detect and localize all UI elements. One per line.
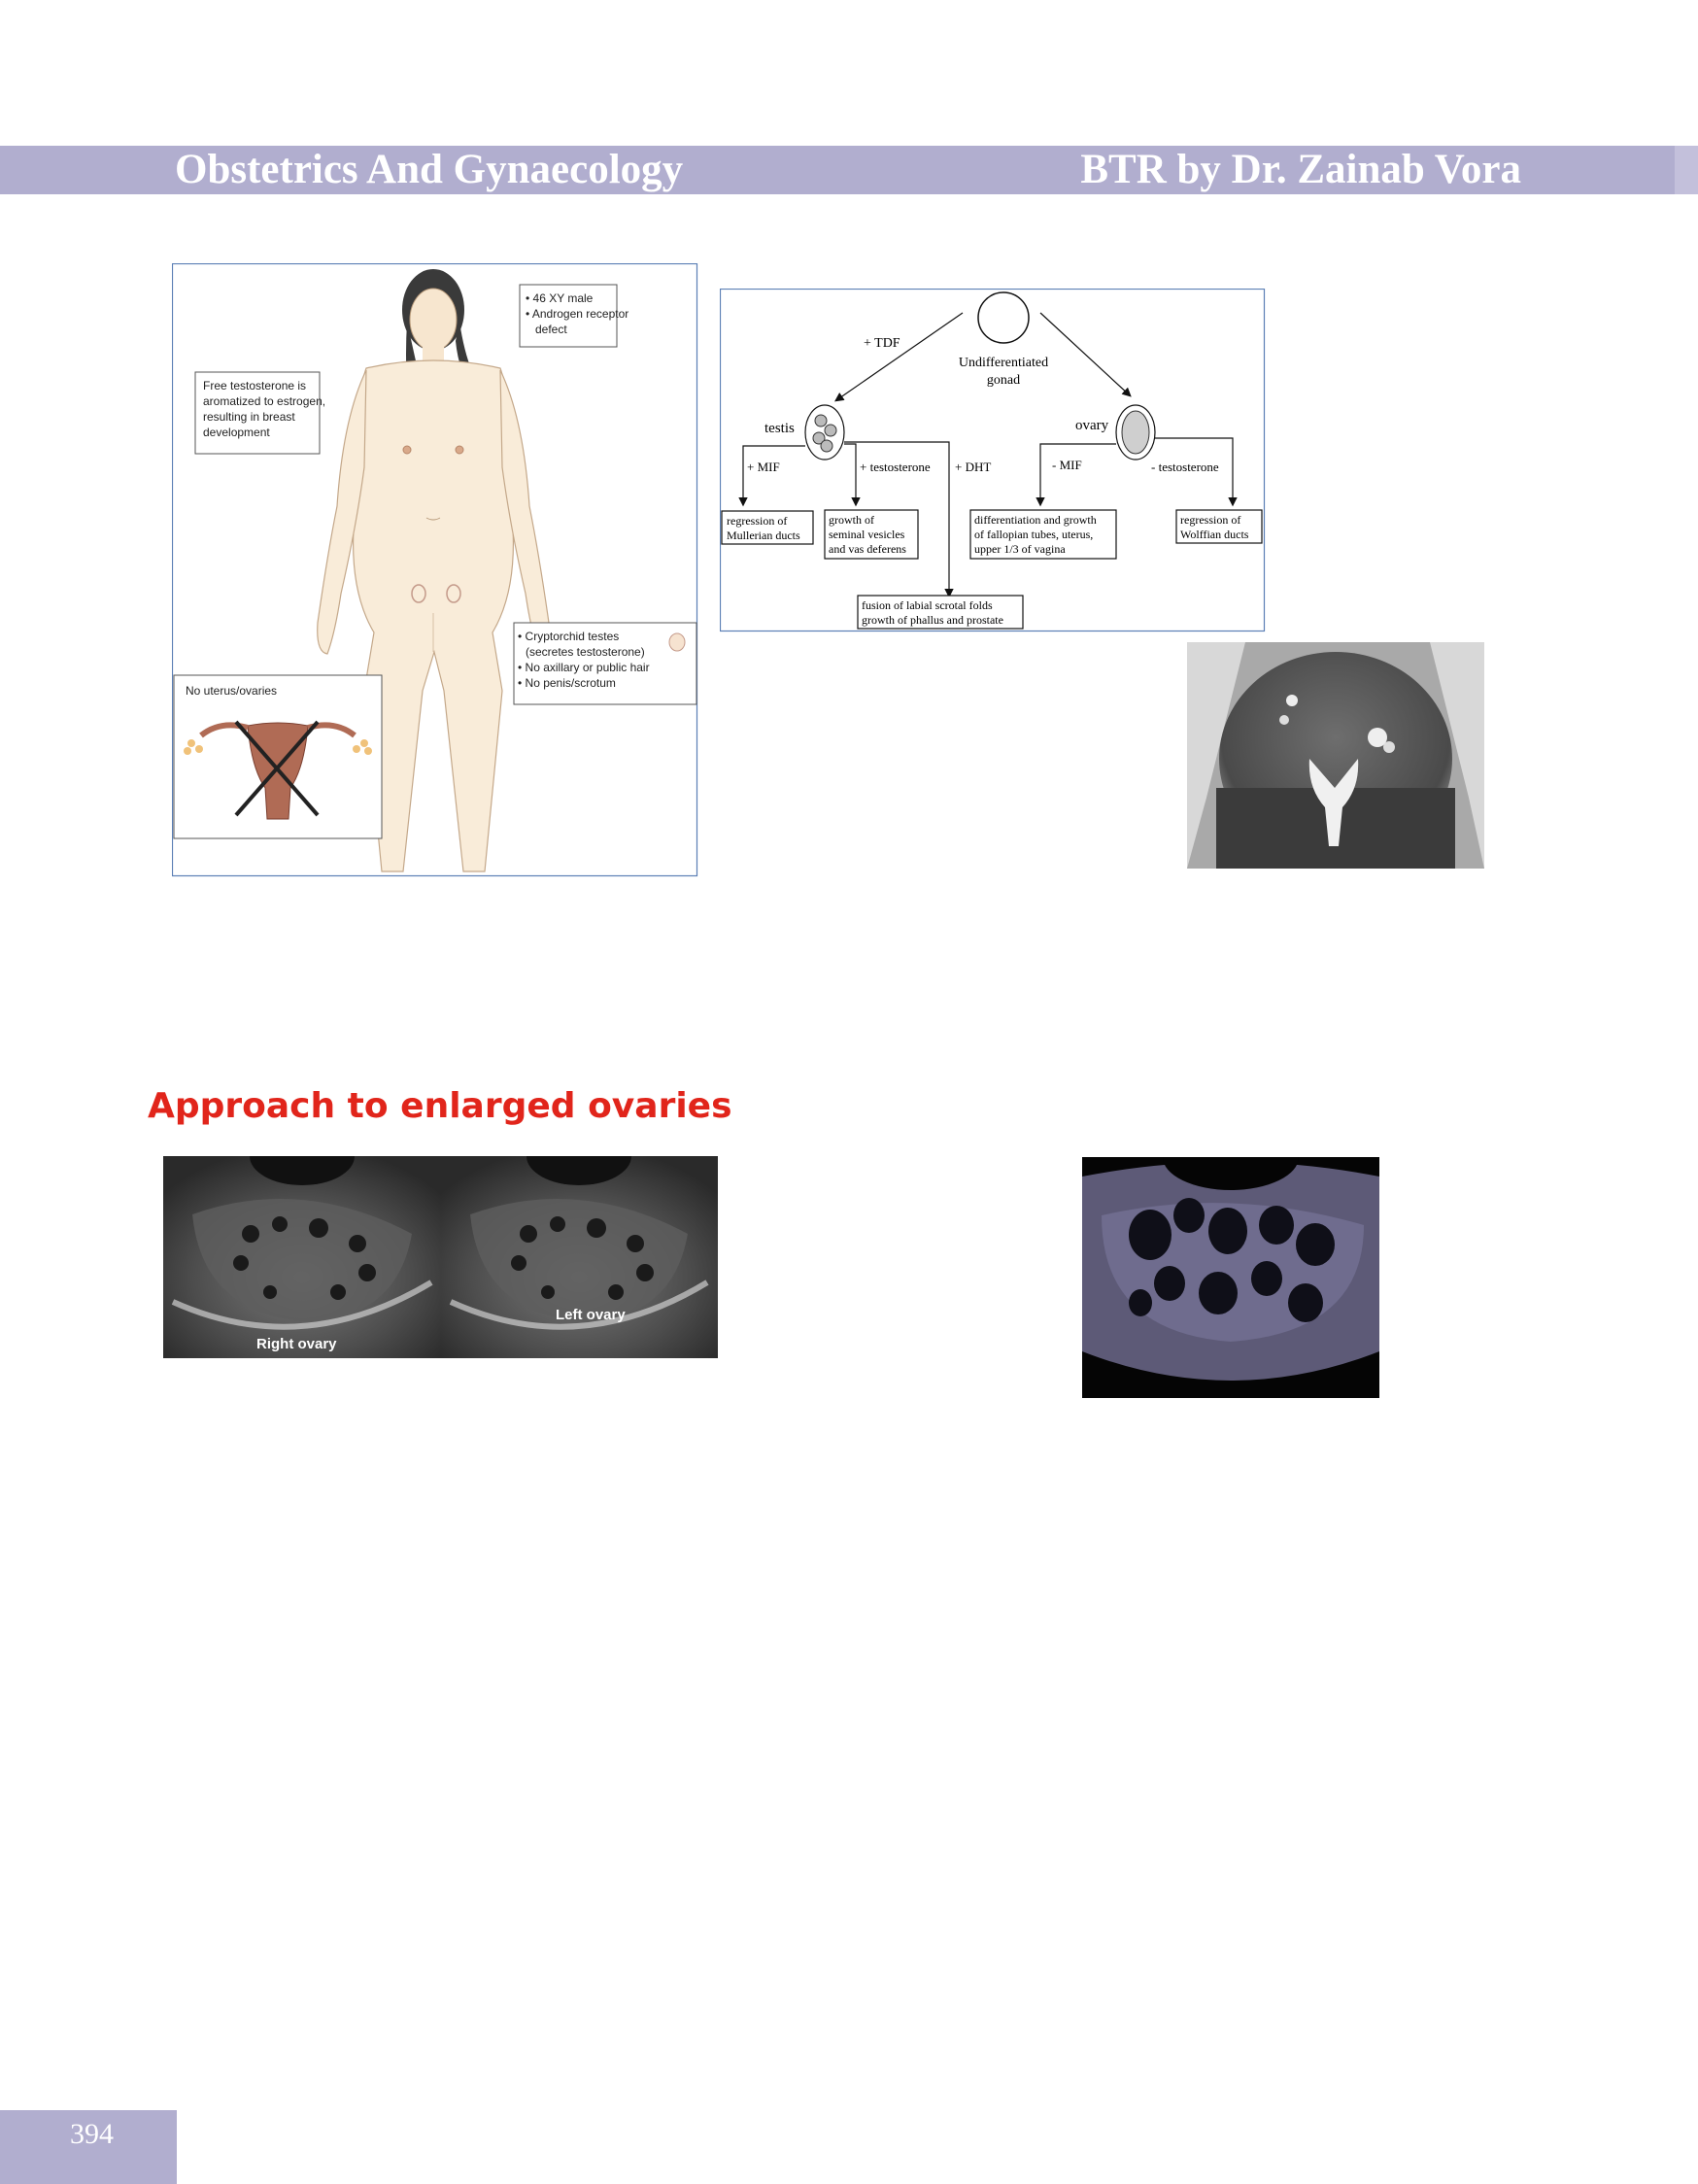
header-right-title: BTR by Dr. Zainab Vora (1080, 147, 1521, 192)
mullerian-line-1: regression of (727, 514, 788, 528)
seminal-line-2: seminal vesicles (829, 528, 905, 541)
gonad-label-2: gonad (986, 373, 1021, 388)
header-edge-accent (1675, 146, 1698, 194)
wolffian-line-2: Wolffian ducts (1180, 528, 1249, 541)
testosterone-line-1: Free testosterone is (203, 379, 307, 392)
ovary-label: ovary (1075, 418, 1109, 433)
seminal-line-1: growth of (829, 513, 874, 527)
cryptorchid-line-1: • Cryptorchid testes (518, 630, 620, 643)
testosterone-line-2: aromatized to estrogen, (203, 394, 326, 408)
right-ovary-label: Right ovary (256, 1336, 337, 1352)
testosterone-line-4: development (203, 426, 270, 439)
undifferentiated-gonad-circle (978, 292, 1029, 343)
header-band (0, 146, 1698, 194)
page-number: 394 (70, 2118, 114, 2150)
testosterone-line-3: resulting in breast (203, 410, 295, 424)
wolffian-line-1: regression of (1180, 513, 1241, 527)
section-title: Approach to enlarged ovaries (148, 1086, 732, 1126)
karyotype-line-1: • 46 XY male (526, 291, 594, 305)
testosterone-plus-label: + testosterone (860, 460, 931, 474)
tdf-label: + TDF (864, 336, 900, 351)
uterus-box-label: No uterus/ovaries (186, 684, 278, 698)
left-ovary-label: Left ovary (556, 1307, 626, 1323)
mif-minus-label: - MIF (1052, 458, 1082, 472)
hsg-radiograph (1187, 642, 1484, 869)
gonad-label-1: Undifferentiated (958, 356, 1049, 370)
page-number-box (0, 2110, 177, 2184)
cryptorchid-line-3: • No axillary or public hair (518, 661, 650, 674)
cryptorchid-line-2: (secretes testosterone) (526, 645, 645, 659)
mif-plus-label: + MIF (747, 460, 780, 474)
mullerian-line-2: Mullerian ducts (727, 529, 800, 542)
labial-line-2: growth of phallus and prostate (862, 613, 1003, 627)
testis-label: testis (764, 421, 795, 436)
karyotype-line-2: • Androgen receptor (526, 307, 629, 321)
dht-plus-label: + DHT (955, 460, 992, 474)
cryptorchid-line-4: • No penis/scrotum (518, 676, 616, 690)
fallopian-line-3: upper 1/3 of vagina (974, 542, 1066, 556)
fallopian-line-2: of fallopian tubes, uterus, (974, 528, 1094, 541)
testosterone-minus-label: - testosterone (1151, 460, 1219, 474)
gonad-diagram (720, 289, 1266, 633)
ultrasound-pair (163, 1156, 718, 1358)
seminal-line-3: and vas deferens (829, 542, 906, 556)
cais-figure (172, 263, 698, 877)
fallopian-line-1: differentiation and growth (974, 513, 1097, 527)
karyotype-line-3: defect (535, 323, 567, 336)
labial-line-1: fusion of labial scrotal folds (862, 598, 993, 612)
ultrasound-polycystic (1082, 1157, 1379, 1398)
header-left-title: Obstetrics And Gynaecology (175, 147, 684, 192)
